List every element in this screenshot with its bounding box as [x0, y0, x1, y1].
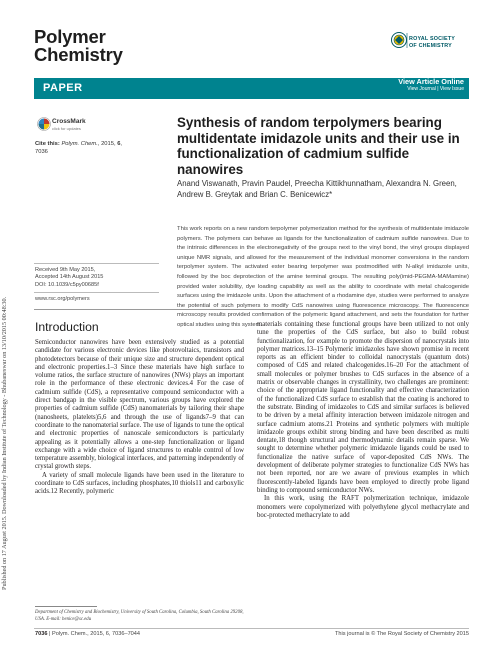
- crossmark-sublabel: click for updates: [52, 126, 81, 131]
- journal-name-line2: Chemistry: [34, 44, 123, 65]
- crossmark-label: CrossMark: [52, 118, 86, 125]
- abstract: This work reports on a new random terpolymer polymerization method for the synthesis of multidentate imidazole polymers. The polymers can behave as ligands for the functionalization of cadmium sulfide nanowires. Due to the intrinsic differences in the electronegativity of the groups next to the vinyl bond, the vinyl groups displayed unique NMR signals, and allowed for the measurement of the individual monomer conversions in the random terpolymer system. The activated ester bearing terpolymer was postmodified with N-alkyl imidazole units, followed by the boc deprotection of the amine terminal groups. The resulting poly(imid-PEGMA-MAMamine) provided water solubility, dye loading capability as well as the ability to coordinate with metal chalcogenide surfaces using the imidazole units. Upon the attachment of a rhodamine dye, studies were performed to analyze the potential of such polymers to modify CdS nanowires using fluorescence microscopy. The fluorescence microscopy results provided confirmation of the polymeric ligand attachment, and sets the foundation for further optical studies using this system.: [177, 226, 469, 328]
- rsc-logo-text: ROYAL SOCIETY OF CHEMISTRY: [409, 36, 456, 49]
- footnote-divider: [35, 606, 97, 607]
- download-note: Published on 17 August 2015. Downloaded by Indian Institute of Technology - Bhubaneswar on 13/10/2015 00:48:30.: [1, 296, 8, 590]
- body-column-right: [257, 321, 469, 520]
- journal-name-line1: Polymer: [34, 26, 106, 47]
- view-journal-issue-links[interactable]: View Journal | View Issue: [407, 86, 464, 92]
- article-title: Synthesis of random terpolymers bearing multidentate imidazole units and their use in functionalization of cadmium sulfide nanowires: [177, 115, 460, 177]
- divider: [34, 263, 159, 264]
- affiliation-footnote: Department of Chemistry and Biochemistry, University of South Carolina, Columbia, South Carolina 29208, USA. E-mail: benice@sc.edu: [35, 610, 244, 622]
- view-online-links[interactable]: [398, 77, 464, 93]
- article-type-label: PAPER: [43, 82, 83, 94]
- divider: [34, 292, 159, 293]
- view-article-online-link[interactable]: View Article Online: [398, 77, 464, 86]
- footer-divider: [34, 628, 469, 629]
- footer-citation: 7036 | Polym. Chem., 2015, 6, 7036–7044: [35, 631, 141, 637]
- doi-link[interactable]: DOI: 10.1039/c5py00685f: [35, 281, 99, 288]
- article-dates: Received 9th May 2015, Accepted 14th August 2015 DOI: 10.1039/c5py00685f: [35, 267, 155, 289]
- journal-name[interactable]: [34, 28, 123, 64]
- paragraph: In this work, using the RAFT polymerization technique, imidazole monomers were copolymerized with polyethylene glycol methacrylate and boc-protected methacrylate to add: [257, 495, 469, 519]
- journal-site-link[interactable]: www.rsc.org/polymers: [35, 296, 90, 302]
- section-divider: [34, 309, 469, 310]
- footer-copyright: This journal is © The Royal Society of Chemistry 2015: [335, 631, 469, 637]
- body-column-left: [35, 339, 244, 497]
- section-heading-introduction: Introduction: [35, 320, 99, 334]
- paragraph: A variety of small molecule ligands have been used in the literature to coordinate to CdS surfaces, including phosphates,10 thiols11 and carboxylic acids.12 Recently, polymeric: [35, 471, 244, 496]
- author-list: Anand Viswanath, Pravin Paudel, Preecha Kittikhunnatham, Alexandra N. Green, Andrew B. Greytak and Brian C. Benicewicz*: [177, 179, 457, 199]
- paragraph: materials containing these functional groups have been utilized to not only tune the properties of the CdS surface, but also to build robust functionalization, for example to promote the dispersion of nanocrystals into polymer matrices.13–15 Polymeric imidazoles have shown promise in recent reports as an efficient binder to colloidal nanocrystals (quantum dots) composed of CdS and related chalcogenides.16–20 For the attachment of small molecules or polymer brushes to CdS surfaces in the absence of a matrix or observable changes in crystallinity, two challenges are prominent: choice of the appropriate ligand functionality and effective characterization of the functionalized CdS surface to establish that the coating is anchored to the substrate. Binding of imidazoles to CdS and similar surfaces is believed to be driven by a metal affinity interaction between imidazole nitrogen and surface cadmium atoms.21 Proteins and synthetic polymers with multiple imidazole groups exhibit strong binding and have been described as multi dentate,18 though structural and thermodynamic details remain sparse. We sought to determine whether polymeric imidazole ligands could be used to functionalize the native surface of vapor-deposited CdS NWs. The development of deliberate polymer strategies to functionalize CdS NWs has not been reported, nor are we aware of previous examples in which fluorescently-labeled ligands have been employed to directly probe ligand binding to compound semiconductor NWs.: [257, 321, 469, 494]
- citation-info: Cite this: Polym. Chem., 2015, 6, 7036: [35, 141, 123, 155]
- paragraph: Semiconductor nanowires have been extensively studied as a potential candidate for various electronic devices like photovoltaics, transistors and photodetectors because of their unique size and structure dependent optical and electronic properties.1–3 Since these materials have high surface to volume ratios, the surface structure of nanowires (NWs) plays an important role in the performance of these electronic devices.4 For the case of cadmium sulfide (CdS), a representative compound semiconductor with a direct bandgap in the visible spectrum, various groups have explored the properties of cadmium sulfide (CdS) nanomaterials by tailoring their shape (nanosheets, platelets)5,6 and through the use of ligands7–9 that can coordinate to the nanomaterial surface. The use of ligands to tune the optical and electronic properties of nanoscale semiconductors is particularly appealing as it potentially allows a one-step functionalization or ligand exchange with a wide choice of ligand structures to enable control of low temperature assembly, biological interfaces, and patterning independently of crystal growth steps.: [35, 339, 244, 471]
